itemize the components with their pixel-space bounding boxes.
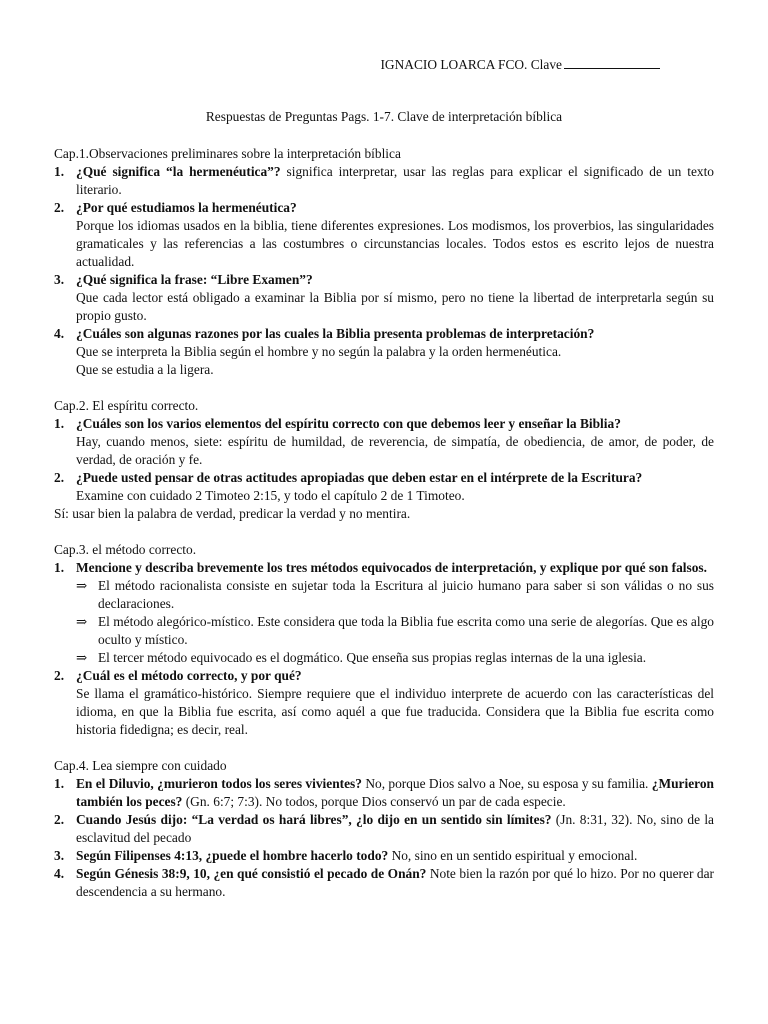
cap1-answer-3: Que cada lector está obligado a examinar la Biblia por sí mismo, pero no tiene la libertad de interpretarla según su propio gusto. <box>76 290 714 323</box>
answer-text: Note bien la razón por qué lo hizo. Por no querer dar descendencia a su hermano. <box>76 866 714 899</box>
clave-blank-line <box>564 55 660 69</box>
cap1-question-3: 3. ¿Qué significa la frase: “Libre Examen”? <box>54 272 313 287</box>
question-text: ¿Cuáles son los varios elementos del espíritu correcto con que debemos leer y enseñar la Biblia? <box>76 416 621 431</box>
cap3-bullet-3 <box>54 649 714 667</box>
question-text-b: ¿Murieron también los peces? <box>76 776 714 809</box>
answer-text: (Jn. 8:31, 32). No, sino de la esclavitud del pecado <box>76 812 714 845</box>
question-text: Mencione y describa brevemente los tres métodos equivocados de interpretación, y explique por qué son falsos. <box>76 560 707 575</box>
chapter-3-title: Cap.3. el método correcto. <box>54 542 197 557</box>
cap1-answer-4b: Que se estudia a la ligera. <box>76 362 214 377</box>
question-text: ¿Cuáles son algunas razones por las cuales la Biblia presenta problemas de interpretación? <box>76 326 595 341</box>
chapter-1-title: Cap.1.Observaciones preliminares sobre la interpretación bíblica <box>54 146 401 161</box>
question-text: En el Diluvio, ¿murieron todos los seres vivientes? <box>76 776 362 791</box>
cap3-question-1: 1. Mencione y describa brevemente los tres métodos equivocados de interpretación, y explique por qué son falsos. <box>54 560 707 575</box>
bullet-text: El tercer método equivocado es el dogmático. Que enseña sus propias reglas internas de la una iglesia. <box>98 650 647 665</box>
cap4-question-1: 1. En el Diluvio, ¿murieron todos los seres vivientes? No, porque Dios salvo a Noe, su esposa y su familia. ¿Murieron también los peces? (Gn. 6:7; 7:3). No todos, porque Dios conservó un par de cada especie. <box>54 776 714 809</box>
question-text: ¿Puede usted pensar de otras actitudes apropiadas que deben estar en el intérprete de la Escritura? <box>76 470 643 485</box>
bullet-text: El método racionalista consiste en sujetar toda la Escritura al juicio humano para saber si son válidas o no sus declaraciones. <box>98 578 714 611</box>
document-body <box>54 145 714 901</box>
question-text: Según Génesis 38:9, 10, ¿en qué consistió el pecado de Onán? <box>76 866 427 881</box>
arrow-icon: ⇒ <box>76 650 88 665</box>
cap1-answer-2: Porque los idiomas usados en la biblia, tiene diferentes expresiones. Los modismos, los proverbios, las singularidades gramaticales y las referencias a las costumbres o circunstancias locales. Todos estos es escrito lejos de nuestra actualidad. <box>76 218 714 269</box>
cap3-answer-2: Se llama el gramático-histórico. Siempre requiere que el individuo interprete de acuerdo con las características del idioma, en que la Biblia fue escrita, así como aquél a que fue traducida. Considera que la Biblia fue escrita como historia fidedigna; es decir, real. <box>76 686 714 737</box>
cap2-answer-1: Hay, cuando menos, siete: espíritu de humildad, de reverencia, de simpatía, de obediencia, de amor, de poder, de verdad, de oración y fe. <box>76 434 714 467</box>
arrow-icon: ⇒ <box>76 578 88 593</box>
arrow-icon: ⇒ <box>76 614 88 629</box>
cap1-question-2: 2. ¿Por qué estudiamos la hermenéutica? <box>54 200 297 215</box>
question-text: ¿Qué significa “la hermenéutica”? <box>76 164 281 179</box>
answer-text: No, sino en un sentido espiritual y emocional. <box>388 848 638 863</box>
cap4-question-3: 3. Según Filipenses 4:13, ¿puede el hombre hacerlo todo? No, sino en un sentido espiritual y emocional. <box>54 848 638 863</box>
document-subtitle: Respuestas de Preguntas Pags. 1-7. Clave de interpretación bíblica <box>205 109 563 124</box>
cap1-question-1: 1. ¿Qué significa “la hermenéutica”? significa interpretar, usar las reglas para explicar el significado de un texto literario. <box>54 164 715 197</box>
answer-text: significa interpretar, usar las reglas para explicar el significado de un texto literario. <box>76 164 715 197</box>
question-text: ¿Por qué estudiamos la hermenéutica? <box>76 200 297 215</box>
question-text: ¿Qué significa la frase: “Libre Examen”? <box>76 272 313 287</box>
cap3-bullet-2 <box>54 613 714 649</box>
chapter-4-title: Cap.4. Lea siempre con cuidado <box>54 758 227 773</box>
question-text: ¿Cuál es el método correcto, y por qué? <box>76 668 302 683</box>
answer-text-b: (Gn. 6:7; 7:3). No todos, porque Dios conservó un par de cada especie. <box>182 794 566 809</box>
cap4-question-2: 2. Cuando Jesús dijo: “La verdad os hará libres”, ¿lo dijo en un sentido sin límites? (Jn. 8:31, 32). No, sino de la esclavitud del pecado <box>54 812 714 845</box>
answer-text: No, porque Dios salvo a Noe, su esposa y su familia. <box>361 776 652 791</box>
header-line <box>380 55 660 74</box>
cap2-answer-2: Examine con cuidado 2 Timoteo 2:15, y todo el capítulo 2 de 1 Timoteo. <box>76 488 465 503</box>
cap2-question-1: 1. ¿Cuáles son los varios elementos del espíritu correcto con que debemos leer y enseñar la Biblia? <box>54 416 621 431</box>
cap4-question-4: 4. Según Génesis 38:9, 10, ¿en qué consistió el pecado de Onán? Note bien la razón por qué lo hizo. Por no querer dar descendencia a su hermano. <box>54 866 714 899</box>
chapter-2-title: Cap.2. El espíritu correcto. <box>54 398 199 413</box>
cap2-question-2: 2. ¿Puede usted pensar de otras actitudes apropiadas que deben estar en el intérprete de la Escritura? <box>54 470 643 485</box>
question-text: Según Filipenses 4:13, ¿puede el hombre hacerlo todo? <box>76 848 389 863</box>
cap1-question-4: 4. ¿Cuáles son algunas razones por las cuales la Biblia presenta problemas de interpretación? <box>54 326 595 341</box>
cap3-bullet-1 <box>54 577 714 613</box>
question-text: Cuando Jesús dijo: “La verdad os hará libres”, ¿lo dijo en un sentido sin límites? <box>76 812 552 827</box>
cap1-answer-4a: Que se interpreta la Biblia según el hombre y no según la palabra y la orden hermenéutica. <box>76 344 562 359</box>
student-name: IGNACIO LOARCA FCO. Clave <box>380 57 562 72</box>
bullet-text: El método alegórico-místico. Este considera que toda la Biblia fue escrita como una serie de alegorías. Que es algo oculto y místico. <box>98 614 714 647</box>
cap3-question-2: 2. ¿Cuál es el método correcto, y por qué? <box>54 668 302 683</box>
cap2-extra-answer: Sí: usar bien la palabra de verdad, predicar la verdad y no mentira. <box>54 506 411 521</box>
